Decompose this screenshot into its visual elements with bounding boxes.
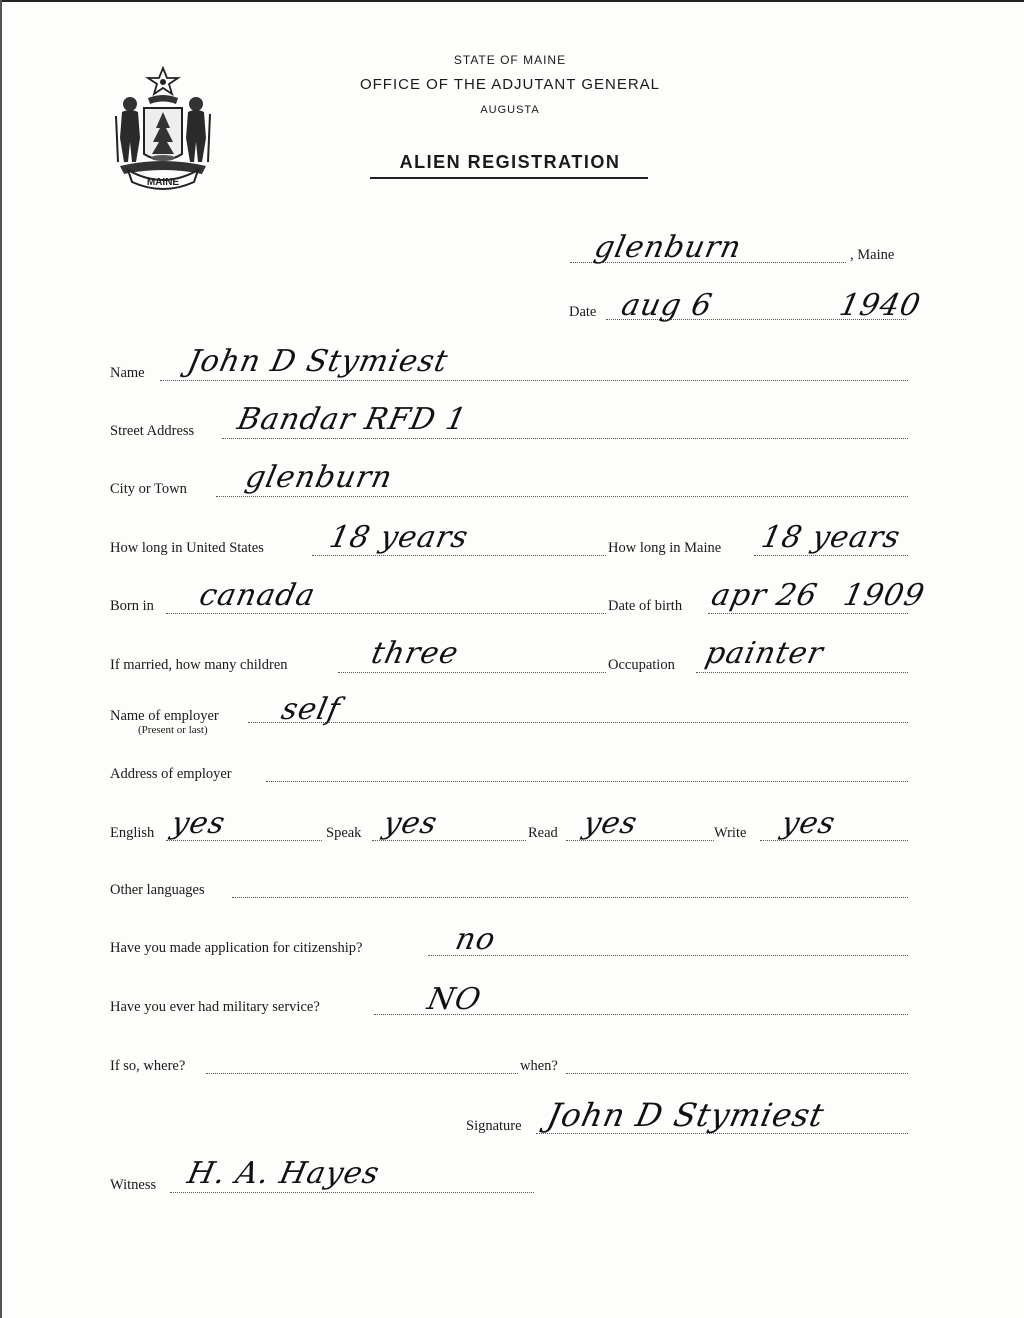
street-field[interactable]: [222, 438, 908, 439]
military-value: NO: [424, 982, 485, 1017]
citizenship-field[interactable]: [428, 955, 908, 956]
children-value: three: [368, 636, 462, 671]
maine-state-seal-icon: [110, 66, 216, 192]
english-label: English: [110, 825, 155, 841]
born-in-label: Born in: [110, 598, 154, 614]
military-label: Have you ever had military service?: [110, 999, 320, 1015]
scan-border-left: [0, 0, 2, 1318]
where-field[interactable]: [206, 1073, 518, 1074]
name-label: Name: [110, 365, 145, 381]
long-maine-label: How long in Maine: [608, 540, 722, 556]
speak-label: Speak: [326, 825, 362, 841]
long-maine-value: 18 years: [758, 520, 904, 555]
children-field[interactable]: [338, 672, 606, 673]
when-label: when?: [520, 1058, 558, 1074]
read-label: Read: [528, 825, 558, 841]
if-so-where-label: If so, where?: [110, 1058, 186, 1074]
born-in-field[interactable]: [166, 613, 606, 614]
scan-border-top: [0, 0, 1024, 2]
seal-maine-text: MAINE: [146, 177, 180, 188]
birth-year-value: 1909: [840, 578, 929, 613]
city-label: City or Town: [110, 481, 187, 497]
employer-address-label: Address of employer: [110, 766, 232, 782]
long-us-field[interactable]: [312, 555, 606, 556]
street-label: Street Address: [110, 423, 195, 439]
when-field[interactable]: [566, 1073, 908, 1074]
date-of-birth-label: Date of birth: [608, 598, 683, 614]
date-label: Date: [569, 304, 597, 320]
city-value: glenburn: [242, 460, 396, 495]
write-value: yes: [778, 806, 839, 841]
citizenship-label: Have you made application for citizenship?: [110, 940, 363, 956]
long-maine-field[interactable]: [754, 555, 908, 556]
born-in-value: canada: [196, 578, 319, 613]
other-languages-field[interactable]: [232, 897, 908, 898]
town-value: glenburn: [591, 230, 745, 265]
employer-field[interactable]: [248, 722, 908, 723]
witness-value: H. A. Hayes: [184, 1156, 383, 1191]
occupation-field[interactable]: [696, 672, 908, 673]
read-value: yes: [580, 806, 641, 841]
speak-value: yes: [380, 806, 441, 841]
witness-label: Witness: [110, 1177, 157, 1193]
header-city: AUGUSTA: [480, 104, 540, 116]
employer-note: (Present or last): [138, 724, 208, 736]
date-day-value: aug 6: [618, 288, 716, 323]
header-state: STATE OF MAINE: [453, 53, 567, 67]
other-languages-label: Other languages: [110, 882, 205, 898]
title-underline: [370, 177, 648, 179]
date-of-birth-field[interactable]: [708, 613, 908, 614]
children-label: If married, how many children: [110, 657, 288, 673]
long-us-value: 18 years: [326, 520, 472, 555]
date-year-value: 1940: [836, 288, 925, 323]
signature-value: John D Stymiest: [543, 1096, 829, 1134]
form-title: ALIEN REGISTRATION: [399, 152, 621, 172]
english-value: yes: [168, 806, 229, 841]
employer-label: Name of employer: [110, 708, 219, 724]
occupation-label: Occupation: [608, 657, 675, 673]
occupation-value: painter: [702, 636, 827, 671]
signature-label: Signature: [466, 1118, 522, 1134]
citizenship-value: no: [452, 922, 500, 957]
maine-label: , Maine: [850, 247, 895, 263]
city-field[interactable]: [216, 496, 908, 497]
name-field[interactable]: [160, 380, 908, 381]
name-value: John D Stymiest: [184, 344, 452, 379]
birth-day-value: apr 26: [708, 578, 821, 613]
employer-address-field[interactable]: [266, 781, 908, 782]
write-label: Write: [714, 825, 747, 841]
long-us-label: How long in United States: [110, 540, 264, 556]
header-office: OFFICE OF THE ADJUTANT GENERAL: [359, 76, 661, 93]
employer-value: self: [278, 692, 344, 727]
street-value: Bandar RFD 1: [234, 402, 471, 437]
witness-field[interactable]: [170, 1192, 534, 1193]
